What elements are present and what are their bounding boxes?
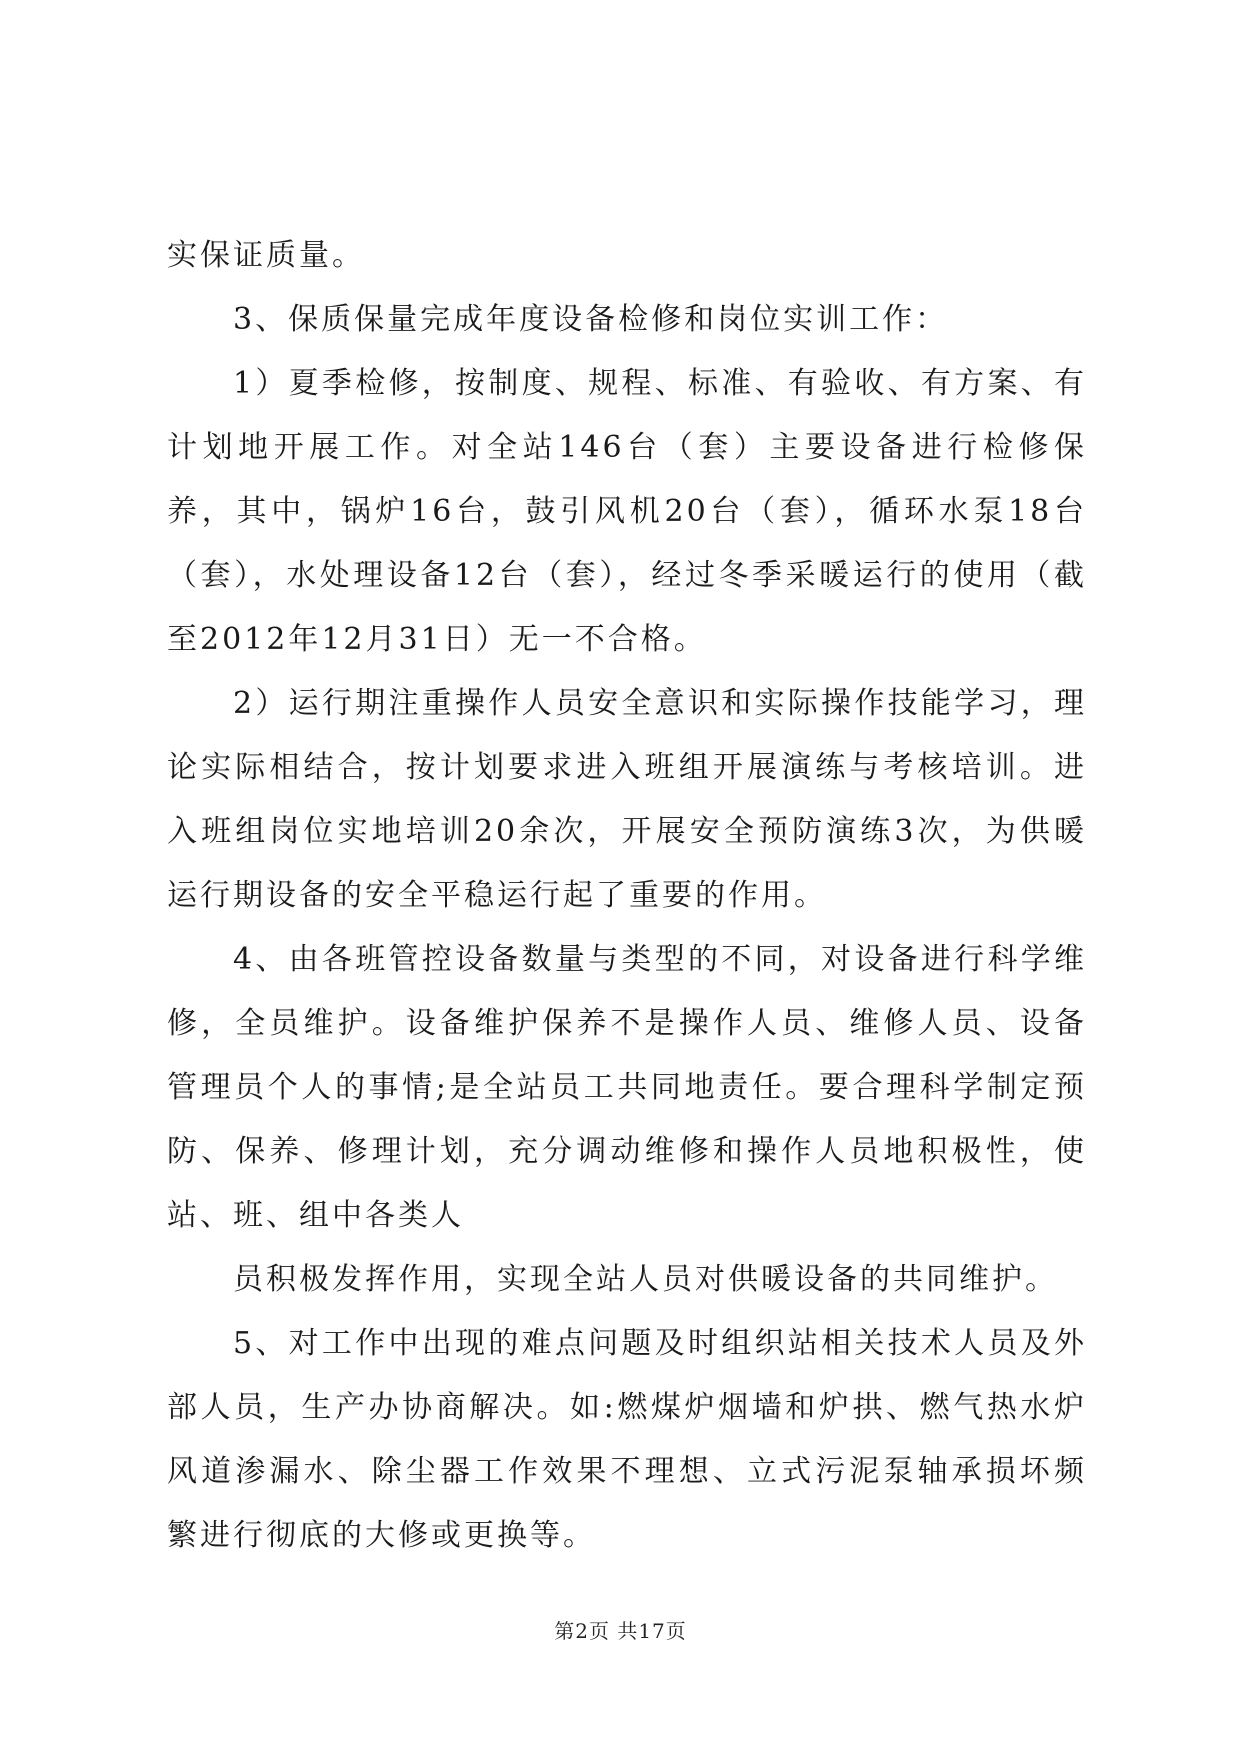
paragraph-operation-training: 2）运行期注重操作人员安全意识和实际操作技能学习，理论实际相结合，按计划要求进入班组开展演练与考核培训。进入班组岗位实地培训20余次，开展安全预防演练3次，为供暖运行期设备的安全平稳运行起了重要的作用。 bbox=[167, 686, 1087, 913]
paragraph-item-3: 3、保质保量完成年度设备检修和岗位实训工作： bbox=[233, 302, 949, 337]
paragraph-continuation: 实保证质量。 bbox=[167, 238, 365, 273]
paragraph-item-5: 5、对工作中出现的难点问题及时组织站相关技术人员及外部人员，生产办协商解决。如:燃煤炉烟墙和炉拱、燃气热水炉风道渗漏水、除尘器工作效果不理想、立式污泥泵轴承损坏频繁进行彻底的大修或更换等。 bbox=[167, 1326, 1087, 1553]
paragraph-summer-maintenance: 1）夏季检修，按制度、规程、标准、有验收、有方案、有计划地开展工作。对全站146台（套）主要设备进行检修保养，其中，锅炉16台，鼓引风机20台（套），循环水泵18台（套），水处理设备12台（套），经过冬季采暖运行的使用（截至2012年12月31日）无一不合格。 bbox=[167, 366, 1087, 657]
document-body bbox=[167, 224, 1087, 1568]
paragraph-item-4-continued: 员积极发挥作用，实现全站人员对供暖设备的共同维护。 bbox=[233, 1262, 1058, 1297]
page-footer: 第2页 共17页 bbox=[554, 1619, 687, 1643]
paragraph-item-4: 4、由各班管控设备数量与类型的不同，对设备进行科学维修，全员维护。设备维护保养不是操作人员、维修人员、设备管理员个人的事情;是全站员工共同地责任。要合理科学制定预防、保养、修理计划，充分调动维修和操作人员地积极性，使站、班、组中各类人 bbox=[167, 942, 1087, 1233]
